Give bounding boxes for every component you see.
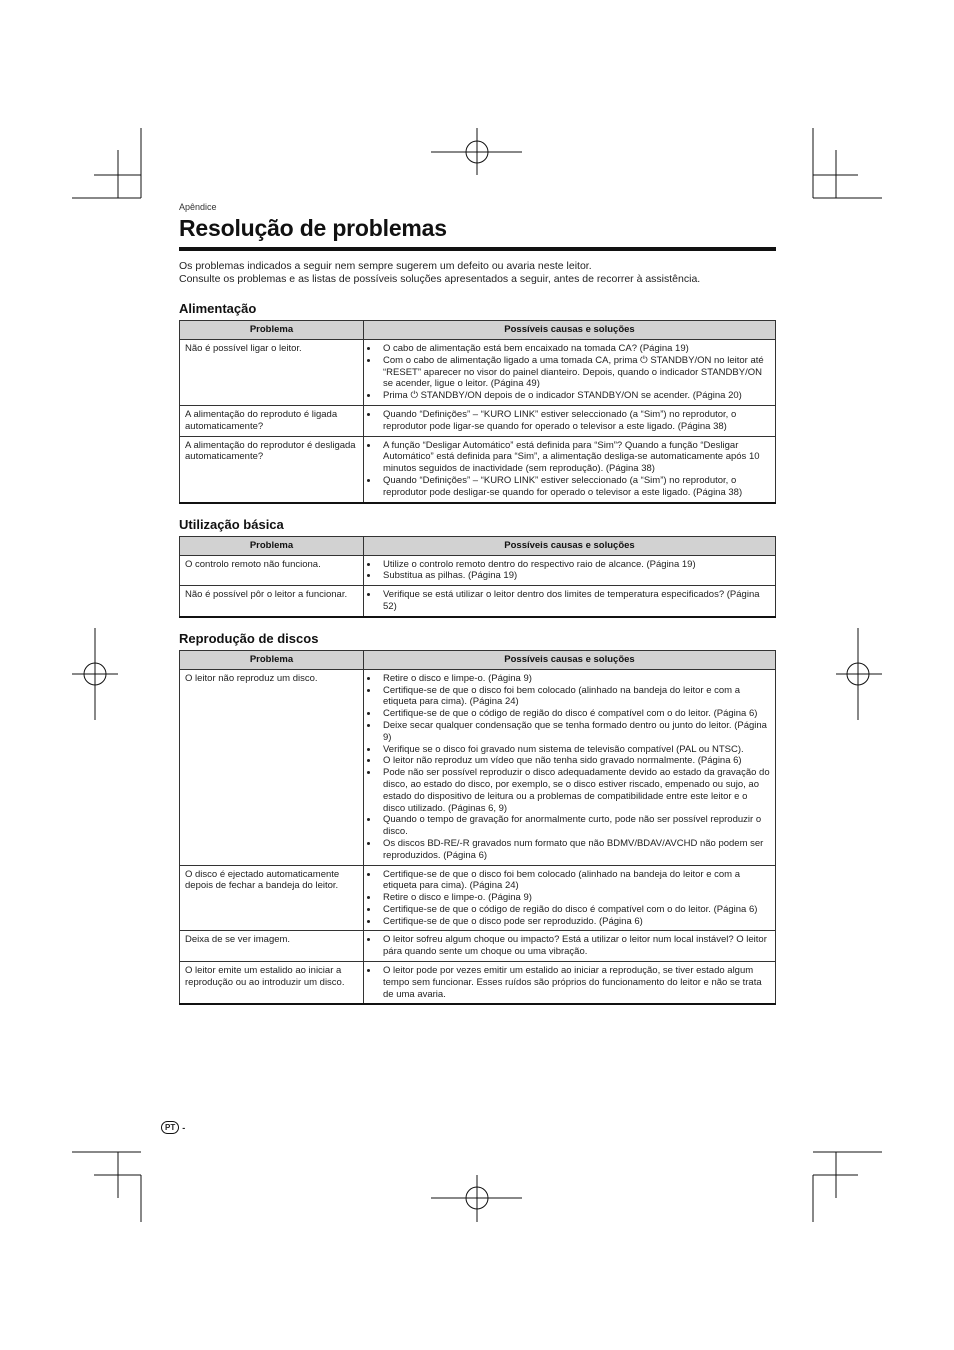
table-utilizacao: [179, 536, 776, 618]
page-content: [179, 202, 776, 1005]
column-header-solutions: Possíveis causas e soluções: [364, 321, 776, 340]
solutions-cell: [364, 555, 776, 586]
table-reproducao: [179, 650, 776, 1006]
solution-item: • Retire o disco e limpe-o. (Página 9): [379, 892, 770, 904]
solution-item: • Quando “Definições” – “KURO LINK” estiver seleccionado (a “Sim”) no reprodutor, o reprodutor pode desligar-se quando for operado o televisor a este ligado. (Página 38): [379, 475, 770, 499]
solution-item: • Prima ⏻ STANDBY/ON depois de o indicador STANDBY/ON se acender. (Página 20): [379, 390, 770, 402]
table-alimentacao: [179, 320, 776, 504]
solution-item: • Deixe secar qualquer condensação que se tenha formado dentro ou junto do leitor. (Página 9): [379, 720, 770, 744]
solution-item: • Utilize o controlo remoto dentro do respectivo raio de alcance. (Página 19): [379, 559, 770, 571]
table-row: [180, 586, 776, 617]
solution-item: • O cabo de alimentação está bem encaixado na tomada CA? (Página 19): [379, 343, 770, 355]
table-row: [180, 340, 776, 406]
intro-line: Os problemas indicados a seguir nem sempre sugerem um defeito ou avaria neste leitor.: [179, 260, 592, 272]
page-footer: [161, 1121, 185, 1134]
intro-text: [179, 260, 776, 286]
solution-item: • Quando o tempo de gravação for anormalmente curto, pode não ser possível reproduzir o disco.: [379, 814, 770, 838]
solution-item: • Certifique-se de que o código de região do disco é compatível com o do leitor. (Página 6): [379, 708, 770, 720]
solution-item: • Certifique-se de que o código de região do disco é compatível com o do leitor. (Página 6): [379, 904, 770, 916]
table-row: [180, 555, 776, 586]
column-header-problem: Problema: [180, 536, 364, 555]
problem-cell: A alimentação do reproduto é ligada automaticamente?: [180, 405, 364, 436]
solution-item: • Retire o disco e limpe-o. (Página 9): [379, 673, 770, 685]
table-header-row: [180, 321, 776, 340]
solution-item: • O leitor pode por vezes emitir um estalido ao iniciar a reprodução, se tiver estado algum tempo sem funcionar. Esses ruídos são próprios do funcionamento do leitor e não se trata de uma avaria.: [379, 965, 770, 1000]
problem-cell: O leitor emite um estalido ao iniciar a reprodução ou ao introduzir um disco.: [180, 962, 364, 1005]
solution-item: • Substitua as pilhas. (Página 19): [379, 570, 770, 582]
table-row: [180, 962, 776, 1005]
solutions-cell: [364, 436, 776, 502]
solution-item: • Certifique-se de que o disco foi bem colocado (alinhado na bandeja do leitor e com a etiqueta para cima). (Página 24): [379, 685, 770, 709]
solution-item: • Pode não ser possível reproduzir o disco adequadamente devido ao estado da gravação do disco, ao estado do disco, por exemplo, se o disco estiver riscado, empenado ou sujo, ao estado do dispositivo de leitura ou a problemas de compatibilidade entre este leitor e o disco utilizado. (Páginas 6, 9): [379, 767, 770, 814]
solution-item: • O leitor não reproduz um vídeo que não tenha sido gravado normalmente. (Página 6): [379, 755, 770, 767]
column-header-solutions: Possíveis causas e soluções: [364, 536, 776, 555]
section-heading-alimentacao: Alimentação: [179, 301, 257, 316]
language-badge: PT: [161, 1121, 179, 1134]
solution-item: • Certifique-se de que o disco pode ser reproduzido. (Página 6): [379, 916, 770, 928]
solutions-cell: [364, 586, 776, 617]
solution-item: • Verifique se está utilizar o leitor dentro dos limites de temperatura especificados? (Página 52): [379, 589, 770, 613]
title-rule: [179, 247, 776, 251]
table-row: [180, 436, 776, 502]
solution-item: • Quando “Definições” – “KURO LINK” estiver seleccionado (a “Sim”) no reprodutor, o reprodutor pode ligar-se quando for operado o televisor a este ligado. (Página 38): [379, 409, 770, 433]
table-row: [180, 931, 776, 962]
problem-cell: Não é possível ligar o leitor.: [180, 340, 364, 406]
section-heading-utilizacao: Utilização básica: [179, 516, 284, 532]
table-row: [180, 405, 776, 436]
solution-item: • Certifique-se de que o disco foi bem colocado (alinhado na bandeja do leitor e com a etiqueta para cima). (Página 24): [379, 869, 770, 893]
solutions-cell: [364, 865, 776, 931]
table-row: [180, 865, 776, 931]
problem-cell: A alimentação do reprodutor é desligada automaticamente?: [180, 436, 364, 502]
solution-item: • Com o cabo de alimentação ligado a uma tomada CA, prima ⏻ STANDBY/ON no leitor até “RESET” aparecer no visor do painel dianteiro. Depois, quando o indicador STANDBY/ON se acender, ligue o leitor. (Página 49): [379, 355, 770, 390]
page-number-suffix: -: [182, 1122, 186, 1133]
intro-line: Consulte os problemas e as listas de possíveis soluções apresentados a seguir, antes de recorrer à assistência.: [179, 273, 701, 285]
column-header-problem: Problema: [180, 650, 364, 669]
table-header-row: [180, 650, 776, 669]
problem-cell: Deixa de se ver imagem.: [180, 931, 364, 962]
solutions-cell: [364, 962, 776, 1005]
solution-item: • Verifique se o disco foi gravado num sistema de televisão compatível (PAL ou NTSC).: [379, 744, 770, 756]
section-label: Apêndice: [179, 202, 217, 212]
solutions-cell: [364, 669, 776, 865]
page-title: Resolução de problemas: [179, 215, 447, 241]
table-header-row: [180, 536, 776, 555]
column-header-problem: Problema: [180, 321, 364, 340]
section-heading-reproducao: Reprodução de discos: [179, 630, 319, 646]
solution-item: • Os discos BD-RE/-R gravados num formato que não BDMV/BDAV/AVCHD não podem ser reproduzidos. (Página 6): [379, 838, 770, 862]
solution-item: • O leitor sofreu algum choque ou impacto? Está a utilizar o leitor num local instável? O leitor pára quando sente um choque ou uma vibração.: [379, 934, 770, 958]
problem-cell: O leitor não reproduz um disco.: [180, 669, 364, 865]
solutions-cell: [364, 405, 776, 436]
problem-cell: O controlo remoto não funciona.: [180, 555, 364, 586]
table-row: [180, 669, 776, 865]
solutions-cell: [364, 931, 776, 962]
problem-cell: Não é possível pôr o leitor a funcionar.: [180, 586, 364, 617]
column-header-solutions: Possíveis causas e soluções: [364, 650, 776, 669]
solutions-cell: [364, 340, 776, 406]
solution-item: • A função “Desligar Automático” está definida para “Sim”? Quando a função “Desligar Automático” está definida para “Sim”, a alimentação desliga-se automaticamente após 10 minutos seguidos de inactividade (sem reprodução). (Página 38): [379, 440, 770, 475]
problem-cell: O disco é ejectado automaticamente depois de fechar a bandeja do leitor.: [180, 865, 364, 931]
